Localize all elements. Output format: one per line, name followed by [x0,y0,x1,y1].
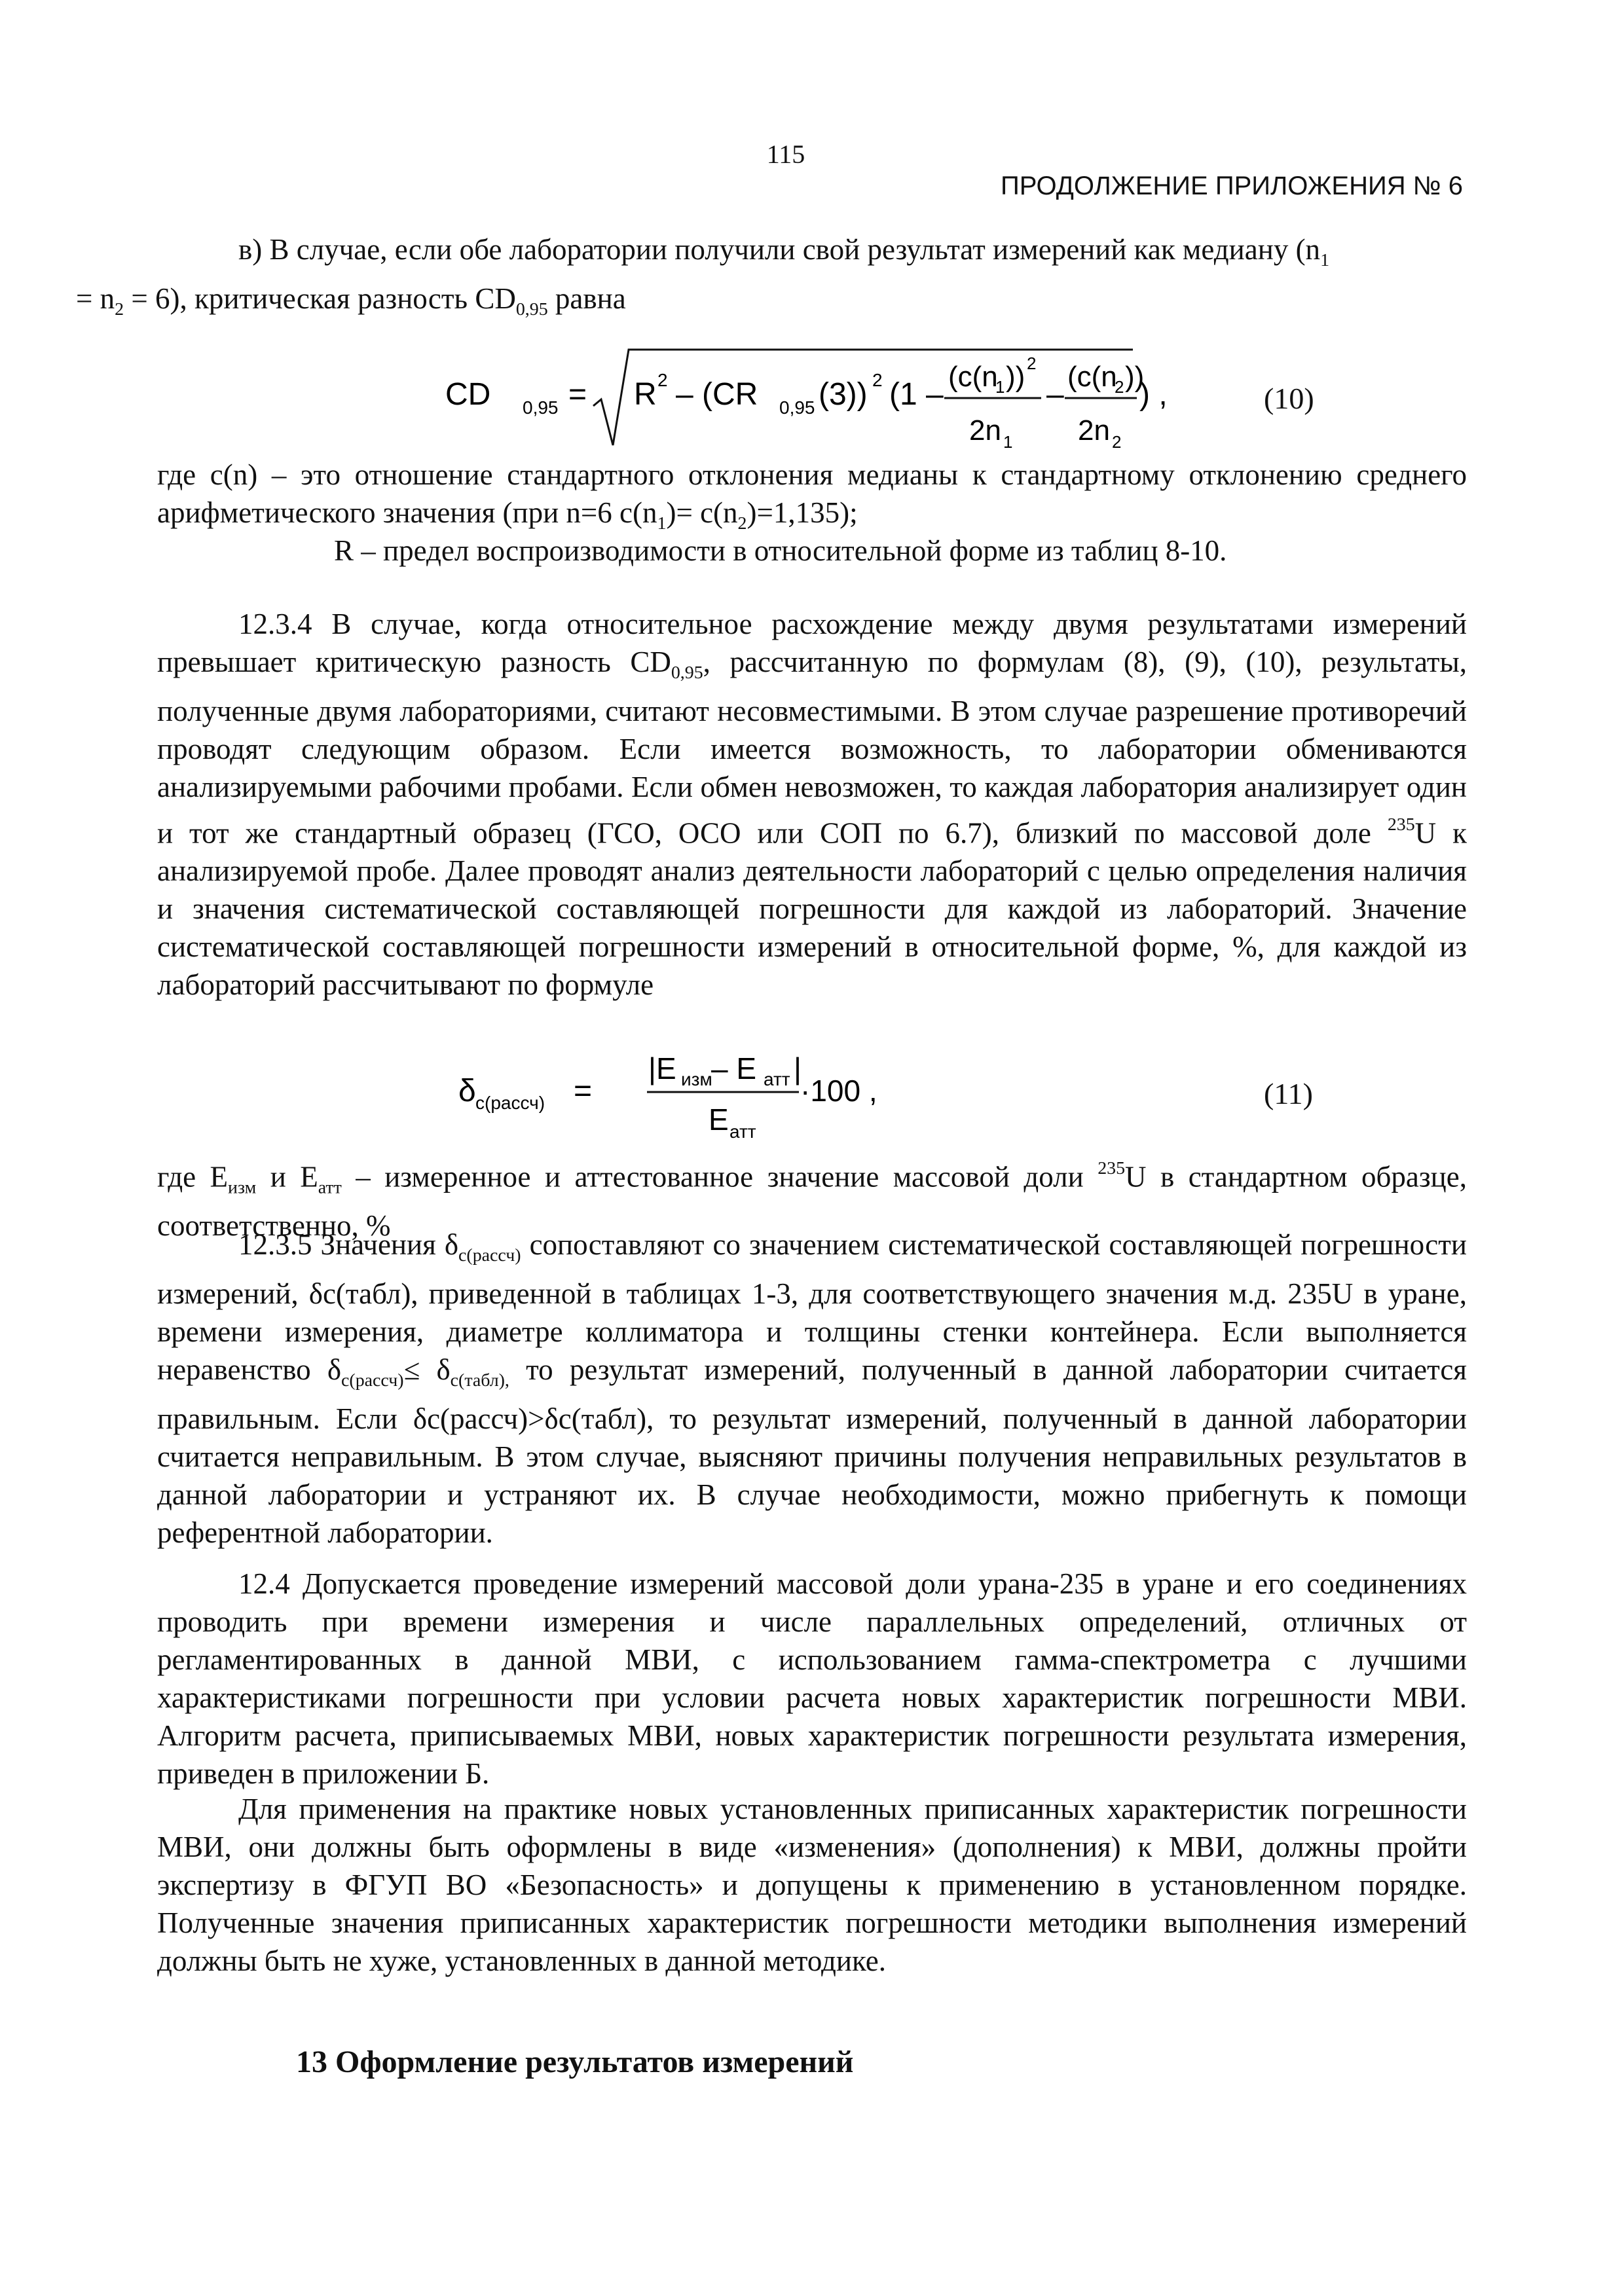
svg-text:2: 2 [872,370,883,390]
svg-text:δ: δ [458,1074,476,1108]
paragraph-12-3-4: 12.3.4 В случае, когда относительное расхождение между двумя результатами измерений превышает критическую разность $CD_{0,95}$, рассчитанную по формулам (8), (9), (10), результаты, полученные двумя лабораториями, считают несовместимыми. В этом случае разрешение противоречий проводят следующим образом. Если имеется возможность, то лаборатории обмениваются анализируемыми рабочими пробами. Если обмен невозможен, то каждая лаборатория анализирует один и тот же стандартный образец (ГСО, ОСО или СОП по 6.7), близкий по массовой доле $^{235}$U к анализируемой пробе. Далее проводят анализ деятельности лабораторий с целью определения наличия и значения систематической составляющей погрешности для каждой из лабораторий. Значение систематической составляющей погрешности измерений в относительной форме, %, для каждой из лабораторий рассчитывают по формуле [157,608,1467,1002]
svg-text:2n: 2n [969,414,1001,446]
formula-10-lhs: CD [445,377,491,412]
svg-text:2: 2 [1112,432,1122,452]
formula-10 [445,340,1179,465]
svg-text:0,95: 0,95 [779,397,815,418]
section-heading: 13 Оформление результатов измерений [296,2045,854,2079]
paragraph-12-3-5: 12.3.5 Значения $\delta_{с(рассч)}$ сопоставляют со значением систематической составляющей погрешности измерений, δс(табл), приведенной в таблицах 1-3, для соответствующего значения м.д. 235U в уране, времени измерения, диаметре коллиматора и толщины стенки контейнера. Если выполняется неравенство $\delta_{с(рассч)}\le \delta_{с(табл),}$ то результат измерений, полученный в данной лаборатории считается правильным. Если δс(рассч)>δс(табл), то результат измерений, полученный в данной лаборатории считается неправильным. В этом случае, выясняют причины получения неправильных результатов в данной лаборатории и устраняют их. В случае необходимости, можно прибегнуть к помощи референтной лаборатории. [157,1228,1467,1549]
svg-text:– E: – E [711,1051,757,1085]
appendix-header: ПРОДОЛЖЕНИЕ ПРИЛОЖЕНИЯ № 6 [1000,172,1463,200]
formula-11 [458,1038,917,1150]
equation-number-10: (10) [1264,382,1314,415]
where-e-definition: где $Е_{изм}$ и $Е_{атт}$ – измеренное и аттестованное значение массовой доли $^{235}$U в стандартном образце, соответственно, % [157,1158,1467,1243]
paragraph-application: Для применения на практике новых установленных приписанных характеристик погрешности МВИ, они должны быть оформлены в виде «изменения» (дополнения) к МВИ, должны пройти экспертизу в ФГУП ВО «Безопасность» и допущены к применению в установленном порядке. Полученные значения приписанных характеристик погрешности методики выполнения измерений должны быть не хуже, установленных в данной методике. [157,1793,1467,1977]
svg-text:2: 2 [1027,354,1037,373]
svg-text:атт: атт [764,1069,790,1089]
svg-text:изм: изм [681,1069,712,1089]
svg-text:)): )) [1125,361,1145,393]
equation-number-11: (11) [1264,1077,1313,1110]
svg-text:2n: 2n [1078,414,1110,446]
svg-text:=: = [574,1074,593,1108]
svg-text:=: = [568,377,587,412]
svg-text:)): )) [1006,361,1025,393]
svg-text:R: R [634,377,657,412]
paragraph-median-case: в) В случае, если обе лаборатории получили свой результат измерений как медиану ($n_1$ = $n_2 = 6$), критическая разность $CD_{0,95}$ равна [76,233,1330,319]
svg-text:·100 ,: ·100 , [800,1074,877,1108]
where-r-definition: R – предел воспроизводимости в относительной форме из таблиц 8-10. [334,534,1227,567]
svg-text:(1 –: (1 – [889,377,944,412]
svg-text:0,95: 0,95 [523,397,559,418]
svg-text:2: 2 [657,370,668,390]
svg-text:1: 1 [995,377,1005,397]
svg-text:|: | [794,1051,802,1085]
svg-text:1: 1 [1003,432,1013,452]
svg-text:–: – [1046,377,1064,412]
svg-text:(c(n: (c(n [948,361,998,393]
where-c-definition: где c(n) – это отношение стандартного отклонения медианы к стандартному отклонению среднего арифметического значения (при n=6 $c(n_1)= c(n_2)=1,135$); [157,458,1467,534]
svg-text:|E: |E [648,1051,676,1085]
svg-text:(c(n: (c(n [1067,361,1117,393]
svg-text:(3)): (3)) [819,377,868,412]
page-number: 115 [766,139,805,169]
svg-text:E: E [709,1102,729,1137]
svg-text:2: 2 [1115,377,1124,397]
svg-text:– (CR: – (CR [676,377,758,412]
svg-text:) ,: ) , [1139,377,1168,412]
paragraph-12-4: 12.4 Допускается проведение измерений массовой доли урана-235 в уране и его соединениях проводить при времени измерения и числе параллельных определений, отличных от регламентированных в данной МВИ, с использованием гамма-спектрометра с лучшими характеристиками погрешности при условии расчета новых характеристик погрешности МВИ. Алгоритм расчета, приписываемых МВИ, новых характеристик погрешности результата измерения, приведен в приложении Б. [157,1567,1467,1790]
svg-text:атт: атт [729,1121,756,1142]
svg-text:с(рассч): с(рассч) [475,1093,545,1113]
